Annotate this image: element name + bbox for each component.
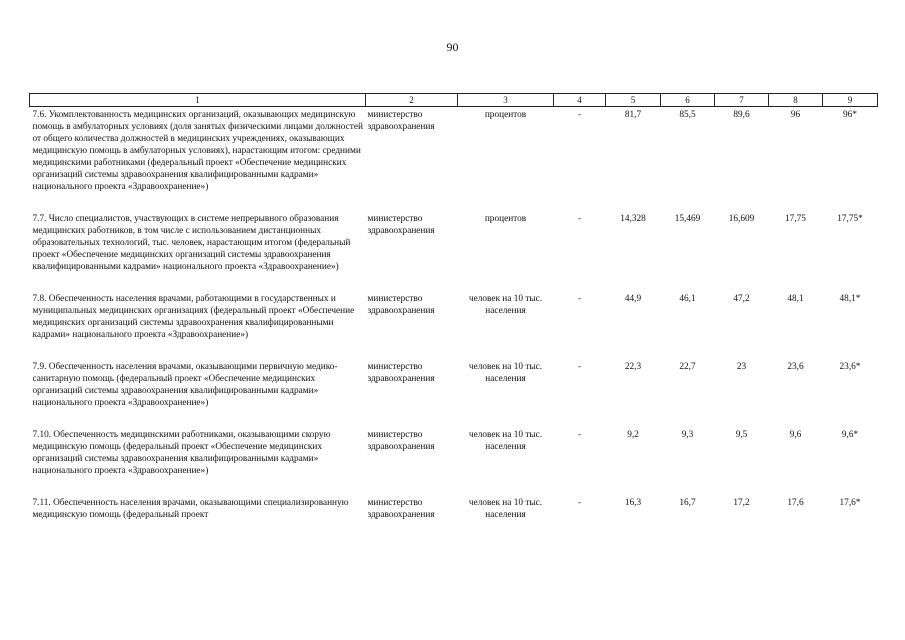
value-cell: 48,1* — [839, 294, 861, 304]
column-header: 9 — [823, 94, 878, 107]
value-cell: - — [577, 214, 582, 224]
indicator-cell: 7.10. Обеспеченность медицинскими работниками, оказывающими скорую медицинскую помощь (федеральный проект «Обеспечение медицинских организаций системы здравоохранения квалифицированными кадрами» национального проекта «Здравоохранение») — [32, 430, 331, 476]
column-header: 4 — [554, 94, 606, 107]
unit-cell: человек на 10 тыс. населения — [468, 362, 543, 384]
unit-cell: процентов — [484, 110, 527, 120]
value-cell: 9,6 — [789, 430, 802, 440]
column-header: 6 — [661, 94, 715, 107]
unit-cell: человек на 10 тыс. населения — [468, 430, 543, 452]
column-header: 3 — [458, 94, 554, 107]
value-cell: 22,7 — [679, 362, 696, 372]
value-cell: - — [577, 498, 582, 508]
unit-cell: человек на 10 тыс. населения — [468, 498, 543, 520]
value-cell: - — [577, 294, 582, 304]
ministry-cell: министерство здравоохранения — [367, 498, 435, 520]
value-cell: 17,6 — [787, 498, 804, 508]
value-cell: 23,6* — [839, 362, 861, 372]
value-cell: 14,328 — [620, 214, 646, 224]
value-cell: 23 — [736, 362, 747, 372]
value-cell: 44,9 — [624, 294, 642, 304]
table-row — [30, 291, 878, 341]
value-cell: 9,6* — [841, 430, 859, 440]
table-row — [30, 495, 878, 521]
ministry-cell: министерство здравоохранения — [367, 362, 435, 384]
page-number: 90 — [446, 40, 459, 54]
column-header: 8 — [769, 94, 823, 107]
value-cell: 17,75 — [785, 214, 806, 224]
indicator-cell: 7.9. Обеспеченность населения врачами, оказывающими первичную медико-санитарную помощь (федеральный проект «Обеспечение медицинских организаций системы здравоохранения квалифицированными кадрами» национального проекта «Здравоохранение») — [32, 362, 338, 408]
value-cell: 17,2 — [733, 498, 750, 508]
indicator-cell: 7.11. Обеспеченность населения врачами, оказывающими специализированную медицинскую помощь (федеральный проект — [32, 498, 349, 520]
column-header: 7 — [715, 94, 769, 107]
table-row — [30, 107, 878, 194]
value-cell: 17,75* — [837, 214, 863, 224]
ministry-cell: министерство здравоохранения — [367, 294, 435, 316]
indicator-cell: 7.7. Число специалистов, участвующих в системе непрерывного образования медицинских работников, в том числе с использованием дистанционных образовательных технологий, тыс. человек, нарастающим итогом (федеральный проект «Обеспечение медицинских организаций системы здравоохранения квалифицированными кадрами» национального проекта «Здравоохранение») — [32, 214, 351, 272]
indicators-table — [29, 93, 878, 521]
value-cell: 16,7 — [679, 498, 696, 508]
value-cell: 89,6 — [733, 110, 750, 120]
value-cell: 23,6 — [787, 362, 804, 372]
value-cell: - — [577, 110, 582, 120]
value-cell: 17,6* — [839, 498, 861, 508]
value-cell: 15,469 — [674, 214, 701, 224]
ministry-cell: министерство здравоохранения — [367, 214, 435, 236]
value-cell: 96 — [790, 110, 801, 120]
value-cell: 22,3 — [624, 362, 642, 372]
ministry-cell: министерство здравоохранения — [367, 430, 435, 452]
value-cell: 48,1 — [787, 294, 804, 304]
column-number-header — [30, 94, 878, 107]
column-header: 5 — [606, 94, 661, 107]
value-cell: 47,2 — [733, 294, 750, 304]
ministry-cell: министерство здравоохранения — [367, 110, 435, 132]
unit-cell: человек на 10 тыс. населения — [468, 294, 543, 316]
unit-cell: процентов — [484, 214, 527, 224]
value-cell: 9,5 — [735, 430, 748, 440]
table-row — [30, 359, 878, 409]
value-cell: 46,1 — [679, 294, 696, 304]
table-row — [30, 211, 878, 273]
value-cell: 9,3 — [681, 430, 694, 440]
indicator-cell: 7.8. Обеспеченность населения врачами, работающими в государственных и муниципальных медицинских организациях (федеральный проект «Обеспечение медицинских организаций системы здравоохранения квалифицированными кадрами» национального проекта «Здравоохранение») — [32, 294, 355, 340]
value-cell: 9,2 — [627, 430, 639, 440]
value-cell: 96* — [843, 110, 857, 120]
column-header: 1 — [30, 94, 366, 107]
value-cell: 81,7 — [624, 110, 642, 120]
value-cell: 85,5 — [679, 110, 696, 120]
indicator-cell: 7.6. Укомплектованность медицинских организаций, оказывающих медицинскую помощь в амбулаторных условиях (доля занятых физическими лицами должностей от общего количества должностей в медицинских учреждениях, оказывающих медицинскую помощь в амбулаторных условиях), нарастающим итогом: средними медицинскими работниками (федеральный проект «Обеспечение медицинских организаций системы здравоохранения квалифицированными кадрами» национального проекта «Здравоохранение») — [32, 110, 363, 192]
value-cell: - — [577, 362, 582, 372]
value-cell: - — [577, 430, 582, 440]
table-row — [30, 427, 878, 477]
value-cell: 16,609 — [728, 214, 755, 224]
value-cell: 16,3 — [624, 498, 642, 508]
column-header: 2 — [366, 94, 458, 107]
